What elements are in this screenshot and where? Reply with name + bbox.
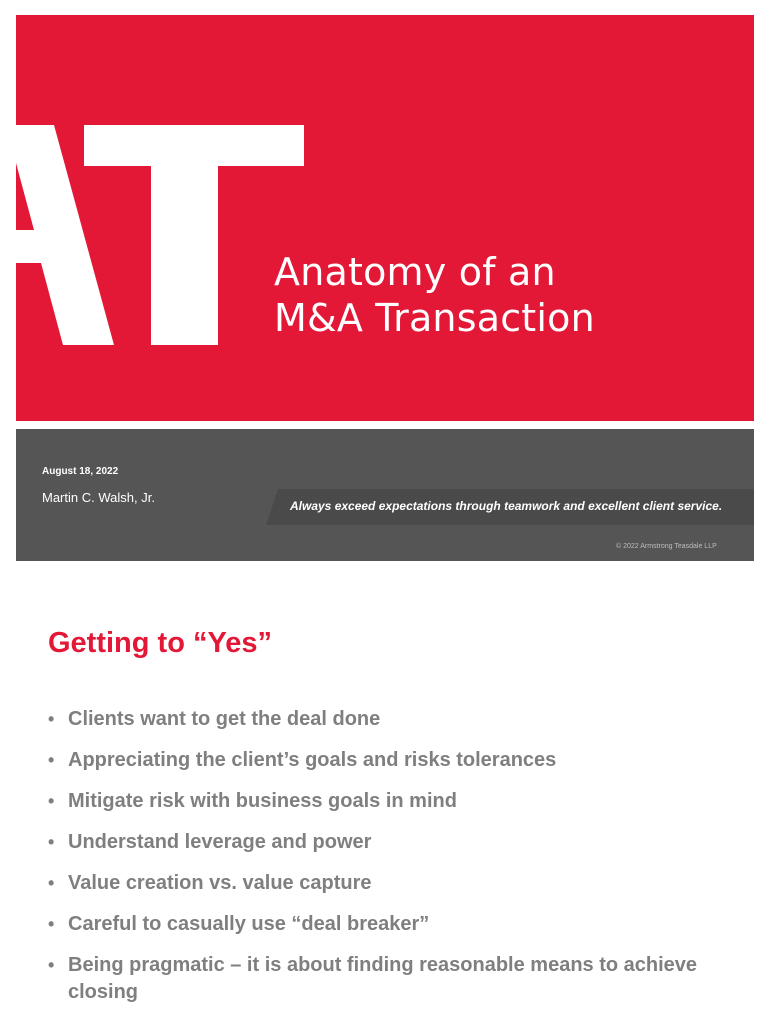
list-item <box>48 829 748 856</box>
bullet-text: Careful to casually use “deal breaker” <box>68 913 430 935</box>
bullet-text: Appreciating the client’s goals and risks tolerances <box>68 749 557 771</box>
footer-band <box>16 429 754 561</box>
slide-title-line-2: M&A Transaction <box>274 296 595 340</box>
bullet-icon: • <box>48 832 55 852</box>
bullet-icon: • <box>48 955 55 975</box>
bullet-text: Understand leverage and power <box>68 831 372 853</box>
bullet-text: Being pragmatic – it is about finding reasonable means to achieve closing <box>68 954 698 1003</box>
bullet-text: Mitigate risk with business goals in mind <box>68 790 457 812</box>
bullet-list <box>48 706 748 1020</box>
list-item <box>48 788 748 815</box>
bullet-icon: • <box>48 791 55 811</box>
list-item <box>48 911 748 938</box>
logo-letter-t-stem <box>151 125 218 345</box>
bullet-text: Clients want to get the deal done <box>68 708 381 730</box>
bullet-icon: • <box>48 873 55 893</box>
at-logo <box>16 15 316 421</box>
list-item <box>48 706 748 733</box>
presenter-name: Martin C. Walsh, Jr. <box>42 490 155 505</box>
tagline: Always exceed expectations through teamwork and excellent client service. <box>290 499 723 513</box>
title-slide <box>16 15 754 561</box>
list-item <box>48 952 748 1006</box>
list-item <box>48 870 748 897</box>
bullet-text: Value creation vs. value capture <box>68 872 372 894</box>
presentation-date: August 18, 2022 <box>42 466 119 477</box>
slide-title-line-1: Anatomy of an <box>274 250 556 294</box>
section-heading: Getting to “Yes” <box>48 627 272 659</box>
copyright: © 2022 Armstrong Teasdale LLP <box>616 543 717 550</box>
title-red-band <box>16 15 754 421</box>
bullet-icon: • <box>48 709 55 729</box>
list-item <box>48 747 748 774</box>
bullet-icon: • <box>48 914 55 934</box>
slide-title <box>274 249 595 341</box>
bullet-icon: • <box>48 750 55 770</box>
